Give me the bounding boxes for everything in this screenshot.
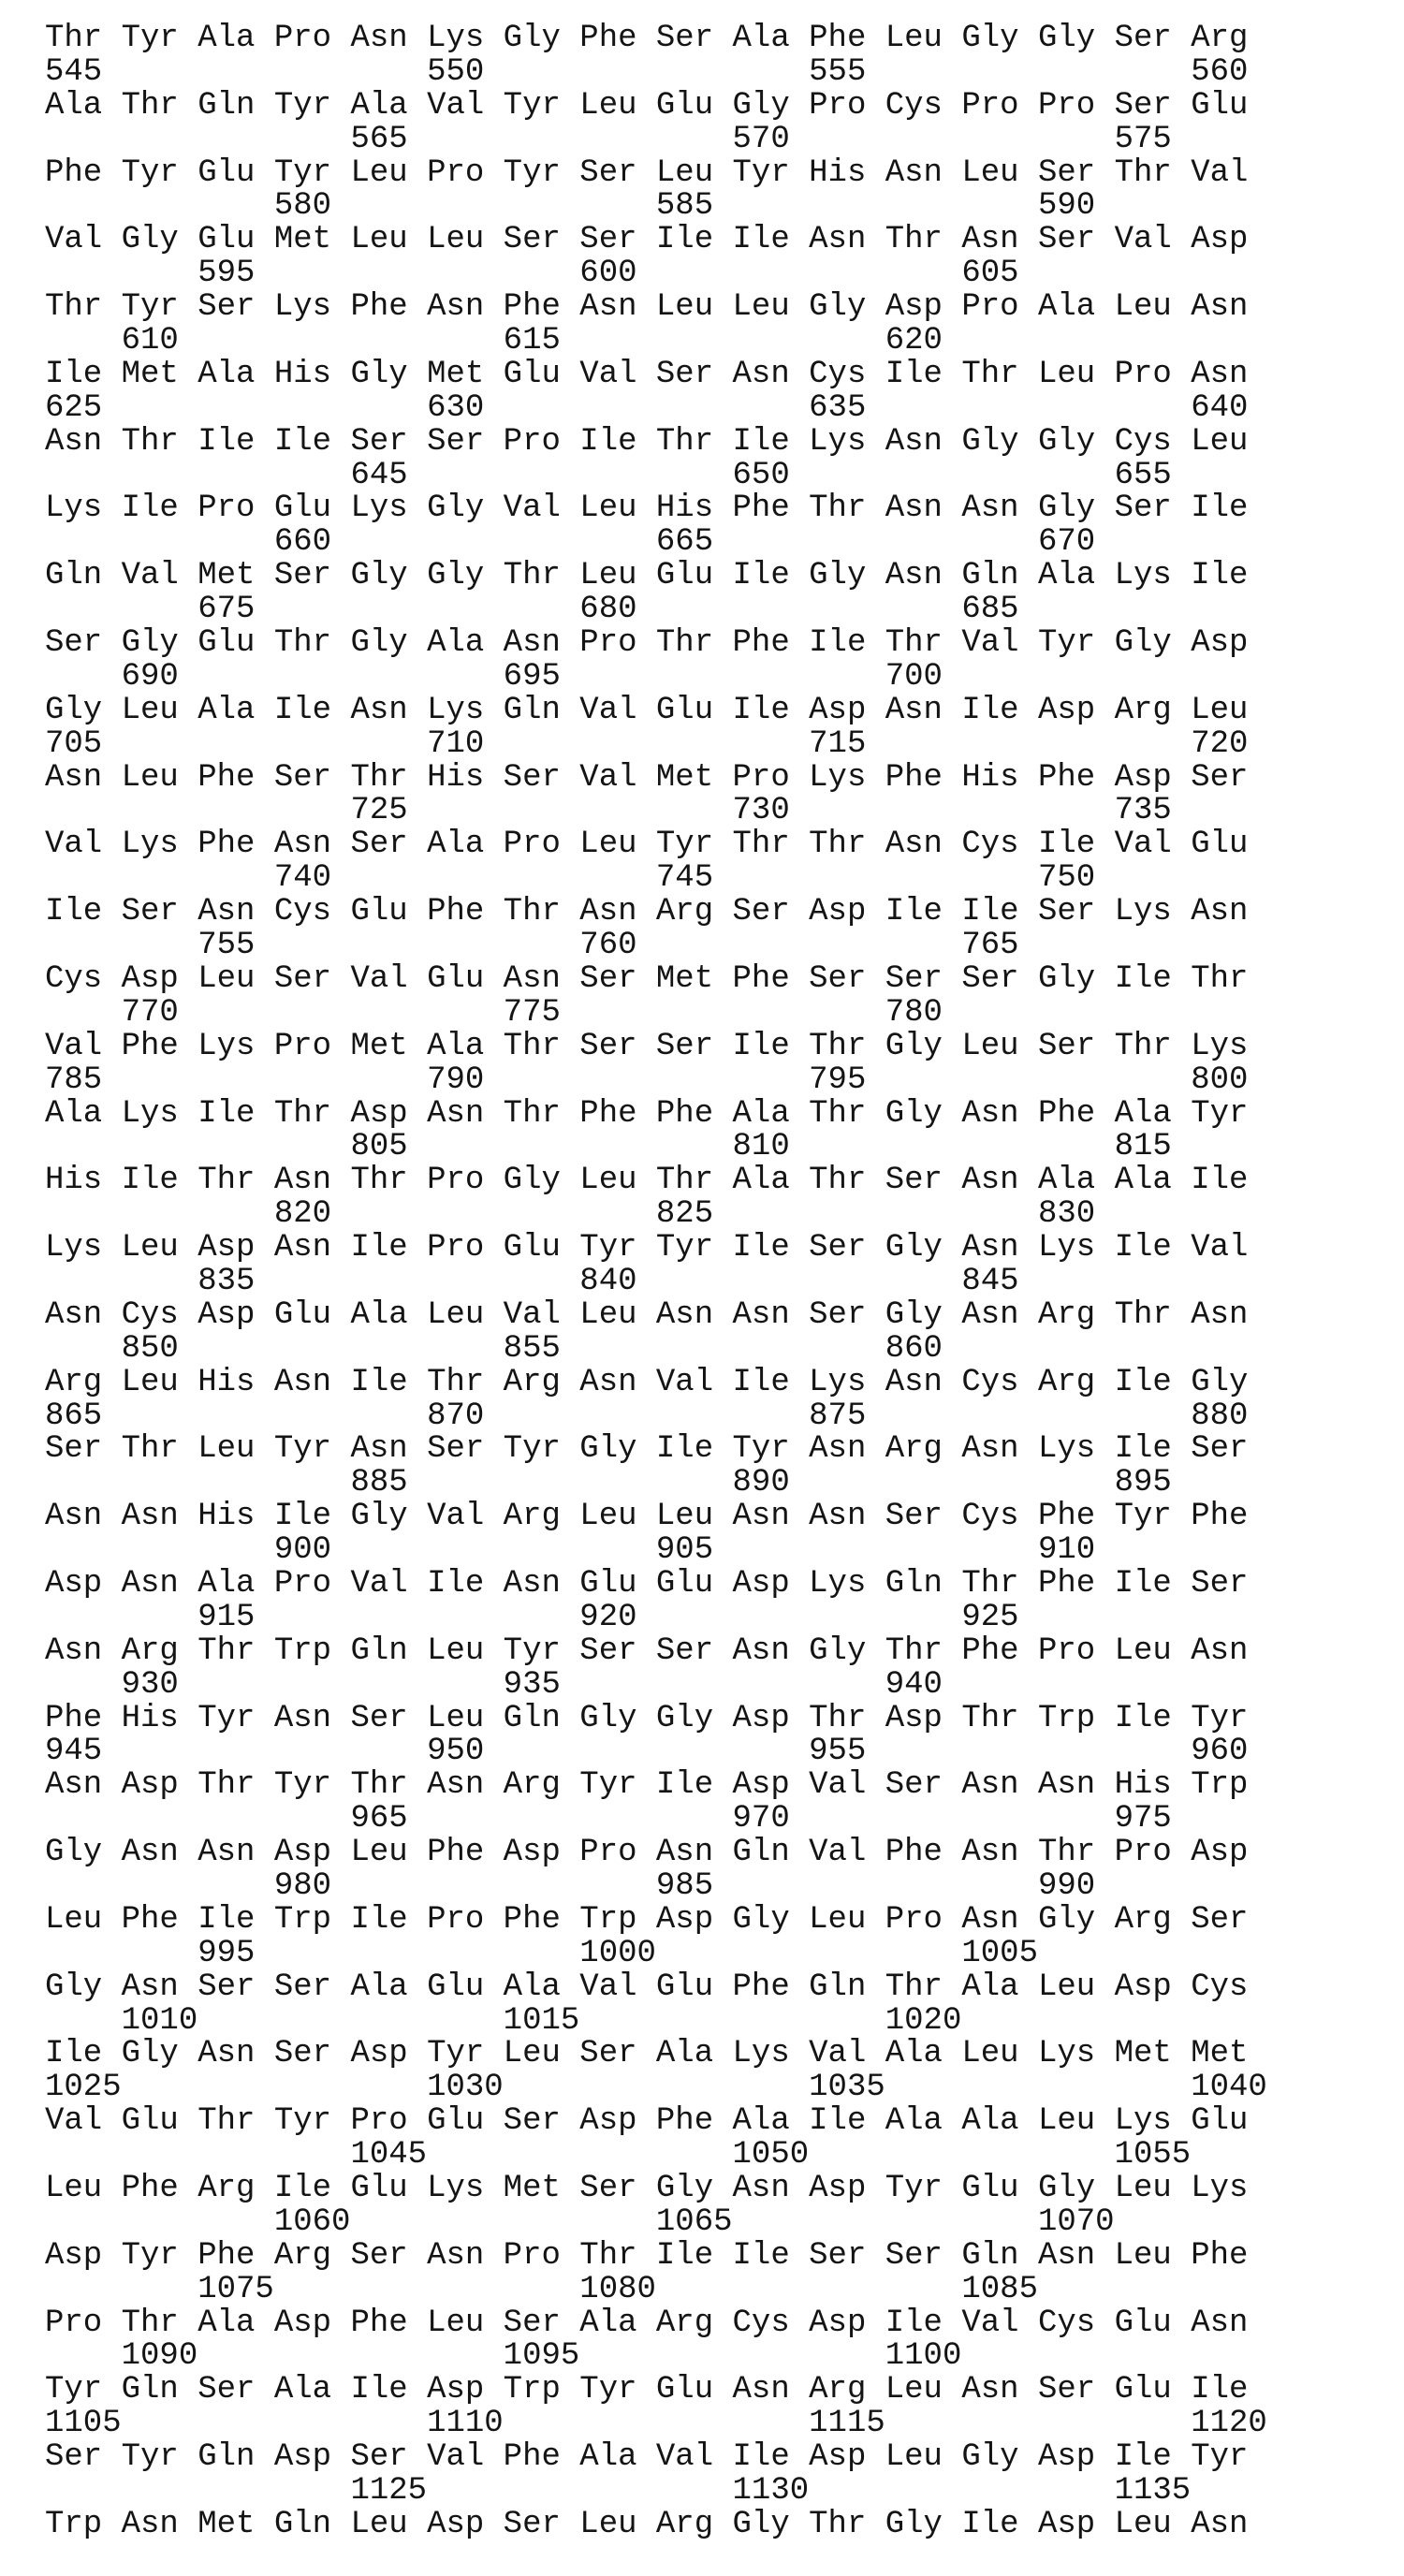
- sequence-line: Leu Phe Ile Trp Ile Pro Phe Trp Asp Gly Leu Pro Asn Gly Arg Ser: [45, 1901, 1249, 1938]
- numbering-line: 755 760 765: [45, 928, 1019, 964]
- numbering-line: 1125 1130 1135: [45, 2473, 1192, 2510]
- sequence-line: Ala Thr Gln Tyr Ala Val Tyr Leu Glu Gly Pro Cys Pro Pro Ser Glu: [45, 87, 1249, 124]
- numbering-line: 625 630 635 640: [45, 389, 1249, 426]
- numbering-line: 850 855 860: [45, 1330, 943, 1367]
- numbering-line: 690 695 700: [45, 658, 943, 695]
- sequence-line: Cys Asp Leu Ser Val Glu Asn Ser Met Phe Ser Ser Ser Gly Ile Thr: [45, 960, 1249, 997]
- sequence-line: Asp Asn Ala Pro Val Ile Asn Glu Glu Asp Lys Gln Thr Phe Ile Ser: [45, 1565, 1249, 1602]
- sequence-line: Gln Val Met Ser Gly Gly Thr Leu Glu Ile Gly Asn Gln Ala Lys Ile: [45, 558, 1249, 594]
- sequence-line: Pro Thr Ala Asp Phe Leu Ser Ala Arg Cys Asp Ile Val Cys Glu Asn: [45, 2305, 1249, 2341]
- sequence-line: Val Glu Thr Tyr Pro Glu Ser Asp Phe Ala Ile Ala Ala Leu Lys Glu: [45, 2103, 1249, 2140]
- sequence-line: Ser Tyr Gln Asp Ser Val Phe Ala Val Ile Asp Leu Gly Asp Ile Tyr: [45, 2439, 1249, 2476]
- numbering-line: 900 905 910: [45, 1532, 1096, 1569]
- sequence-line: Val Gly Glu Met Leu Leu Ser Ser Ile Ile Asn Thr Asn Ser Val Asp: [45, 222, 1249, 258]
- sequence-line: Asp Tyr Phe Arg Ser Asn Pro Thr Ile Ile Ser Ser Gln Asn Leu Phe: [45, 2237, 1249, 2274]
- sequence-line: Gly Asn Ser Ser Ala Glu Ala Val Glu Phe Gln Thr Ala Leu Asp Cys: [45, 1969, 1249, 2005]
- sequence-line: Asn Asn His Ile Gly Val Arg Leu Leu Asn Asn Ser Cys Phe Tyr Phe: [45, 1499, 1249, 1535]
- numbering-line: 785 790 795 800: [45, 1061, 1249, 1098]
- sequence-line: Ile Ser Asn Cys Glu Phe Thr Asn Arg Ser Asp Ile Ile Ser Lys Asn: [45, 894, 1249, 930]
- sequence-line: Gly Asn Asn Asp Leu Phe Asp Pro Asn Gln Val Phe Asn Thr Pro Asp: [45, 1835, 1249, 1871]
- numbering-line: 930 935 940: [45, 1666, 943, 1703]
- sequence-line: Asn Leu Phe Ser Thr His Ser Val Met Pro Lys Phe His Phe Asp Ser: [45, 759, 1249, 796]
- numbering-line: 1010 1015 1020: [45, 2002, 962, 2039]
- sequence-line: Ala Lys Ile Thr Asp Asn Thr Phe Phe Ala Thr Gly Asn Phe Ala Tyr: [45, 1095, 1249, 1132]
- sequence-line: Gly Leu Ala Ile Asn Lys Gln Val Glu Ile Asp Asn Ile Asp Arg Leu: [45, 692, 1249, 728]
- numbering-line: 705 710 715 720: [45, 725, 1249, 762]
- numbering-line: 965 970 975: [45, 1801, 1172, 1837]
- sequence-line: Asn Thr Ile Ile Ser Ser Pro Ile Thr Ile Lys Asn Gly Gly Cys Leu: [45, 423, 1249, 460]
- sequence-line: Tyr Gln Ser Ala Ile Asp Trp Tyr Glu Asn Arg Leu Asn Ser Glu Ile: [45, 2372, 1249, 2408]
- sequence-line: Ser Gly Glu Thr Gly Ala Asn Pro Thr Phe Ile Thr Val Tyr Gly Asp: [45, 625, 1249, 662]
- sequence-line: Phe Tyr Glu Tyr Leu Pro Tyr Ser Leu Tyr His Asn Leu Ser Thr Val: [45, 154, 1249, 191]
- numbering-line: 740 745 750: [45, 860, 1096, 897]
- sequence-line: Val Phe Lys Pro Met Ala Thr Ser Ser Ile Thr Gly Leu Ser Thr Lys: [45, 1028, 1249, 1064]
- sequence-line: Lys Ile Pro Glu Lys Gly Val Leu His Phe Thr Asn Asn Gly Ser Ile: [45, 490, 1249, 527]
- numbering-line: 945 950 955 960: [45, 1734, 1249, 1770]
- numbering-line: 580 585 590: [45, 188, 1096, 225]
- sequence-line: Thr Tyr Ala Pro Asn Lys Gly Phe Ser Ala Phe Leu Gly Gly Ser Arg: [45, 21, 1249, 56]
- sequence-line: Phe His Tyr Asn Ser Leu Gln Gly Gly Asp Thr Asp Thr Trp Ile Tyr: [45, 1700, 1249, 1736]
- sequence-line: Ser Thr Leu Tyr Asn Ser Tyr Gly Ile Tyr Asn Arg Asn Lys Ile Ser: [45, 1431, 1249, 1468]
- sequence-line: Lys Leu Asp Asn Ile Pro Glu Tyr Tyr Ile Ser Gly Asn Lys Ile Val: [45, 1230, 1249, 1266]
- numbering-line: 645 650 655: [45, 457, 1172, 493]
- sequence-line: Leu Phe Arg Ile Glu Lys Met Ser Gly Asn Asp Tyr Glu Gly Leu Lys: [45, 2171, 1249, 2206]
- numbering-line: 725 730 735: [45, 793, 1172, 829]
- numbering-line: 835 840 845: [45, 1263, 1019, 1299]
- numbering-line: 610 615 620: [45, 323, 943, 359]
- numbering-line: 1025 1030 1035 1040: [45, 2070, 1267, 2106]
- sequence-line: Ile Met Ala His Gly Met Glu Val Ser Asn Cys Ile Thr Leu Pro Asn: [45, 356, 1249, 392]
- numbering-line: 660 665 670: [45, 524, 1096, 561]
- sequence-line: Thr Tyr Ser Lys Phe Asn Phe Asn Leu Leu Gly Asp Pro Ala Leu Asn: [45, 289, 1249, 326]
- numbering-line: 995 1000 1005: [45, 1935, 1038, 1971]
- numbering-line: 1090 1095 1100: [45, 2338, 962, 2375]
- sequence-line: His Ile Thr Asn Thr Pro Gly Leu Thr Ala Thr Ser Asn Ala Ala Ile: [45, 1163, 1249, 1199]
- numbering-line: 1075 1080 1085: [45, 2271, 1038, 2307]
- numbering-line: 545 550 555 560: [45, 53, 1249, 90]
- numbering-line: 865 870 875 880: [45, 1398, 1249, 1434]
- numbering-line: 980 985 990: [45, 1867, 1096, 1904]
- sequence-line: Ile Gly Asn Ser Asp Tyr Leu Ser Ala Lys Val Ala Leu Lys Met Met: [45, 2036, 1249, 2072]
- numbering-line: 595 600 605: [45, 256, 1019, 292]
- sequence-line: Trp Asn Met Gln Leu Asp Ser Leu Arg Gly Thr Gly Ile Asp Leu Asn: [45, 2506, 1249, 2542]
- sequence-line: Asn Cys Asp Glu Ala Leu Val Leu Asn Asn Ser Gly Asn Arg Thr Asn: [45, 1296, 1249, 1333]
- numbering-line: 915 920 925: [45, 1599, 1019, 1635]
- numbering-line: 675 680 685: [45, 592, 1019, 628]
- numbering-line: 885 890 895: [45, 1465, 1172, 1501]
- numbering-line: 770 775 780: [45, 994, 943, 1031]
- sequence-line: Asn Arg Thr Trp Gln Leu Tyr Ser Ser Asn Gly Thr Phe Pro Leu Asn: [45, 1632, 1249, 1669]
- numbering-line: 1045 1050 1055: [45, 2137, 1192, 2174]
- sequence-line: Asn Asp Thr Tyr Thr Asn Arg Tyr Ile Asp Val Ser Asn Asn His Trp: [45, 1767, 1249, 1804]
- sequence-line: Arg Leu His Asn Ile Thr Arg Asn Val Ile Lys Asn Cys Arg Ile Gly: [45, 1364, 1249, 1400]
- numbering-line: 1105 1110 1115 1120: [45, 2406, 1267, 2442]
- numbering-line: 565 570 575: [45, 121, 1172, 157]
- numbering-line: 820 825 830: [45, 1196, 1096, 1233]
- sequence-line: Val Lys Phe Asn Ser Ala Pro Leu Tyr Thr Thr Asn Cys Ile Val Glu: [45, 827, 1249, 863]
- numbering-line: 1060 1065 1070: [45, 2203, 1115, 2240]
- numbering-line: 805 810 815: [45, 1129, 1172, 1165]
